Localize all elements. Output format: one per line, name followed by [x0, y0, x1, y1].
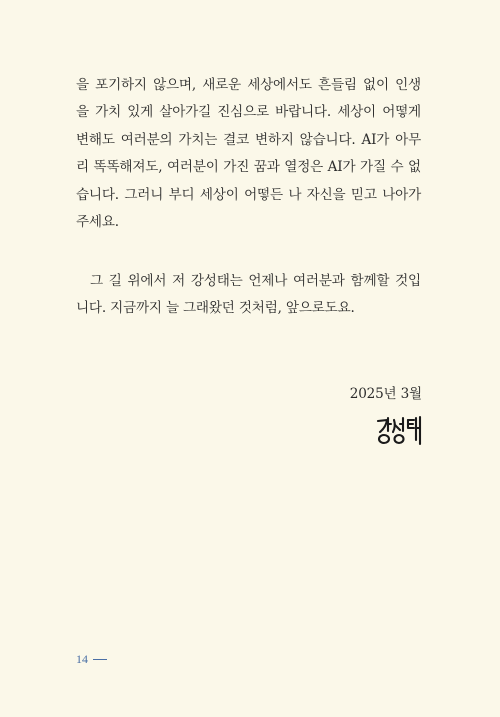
footer-rule [93, 659, 107, 660]
paragraph-line: 리 똑똑해져도, 여러분이 가진 꿈과 열정은 AI가 가질 수 없 [76, 159, 421, 176]
paragraph-line: 습니다. 그러니 부디 세상이 어떻든 나 자신을 믿고 나아가 [76, 186, 421, 203]
paragraph-2 [76, 268, 421, 323]
paragraph-line: 을 가치 있게 살아가길 진심으로 바랍니다. 세상이 어떻게 [76, 104, 421, 121]
paragraph-1 [76, 72, 421, 236]
page-footer [76, 652, 107, 667]
paragraph-line: 주세요. [76, 214, 119, 231]
paragraph-line: 을 포기하지 않으며, 새로운 세상에서도 흔들림 없이 인생 [76, 77, 421, 93]
paragraph-line: 변해도 여러분의 가치는 결코 변하지 않습니다. AI가 아무 [76, 131, 421, 148]
signature-image [376, 414, 422, 448]
paragraph-line: 니다. 지금까지 늘 그래왔던 것처럼, 앞으로도요. [76, 300, 355, 317]
closing-date: 2025년 3월 [349, 386, 422, 402]
page-number: 14 [76, 652, 88, 666]
paragraph-line: 그 길 위에서 저 강성태는 언제나 여러분과 함께할 것입 [90, 273, 421, 289]
handwritten-signature [376, 414, 422, 452]
